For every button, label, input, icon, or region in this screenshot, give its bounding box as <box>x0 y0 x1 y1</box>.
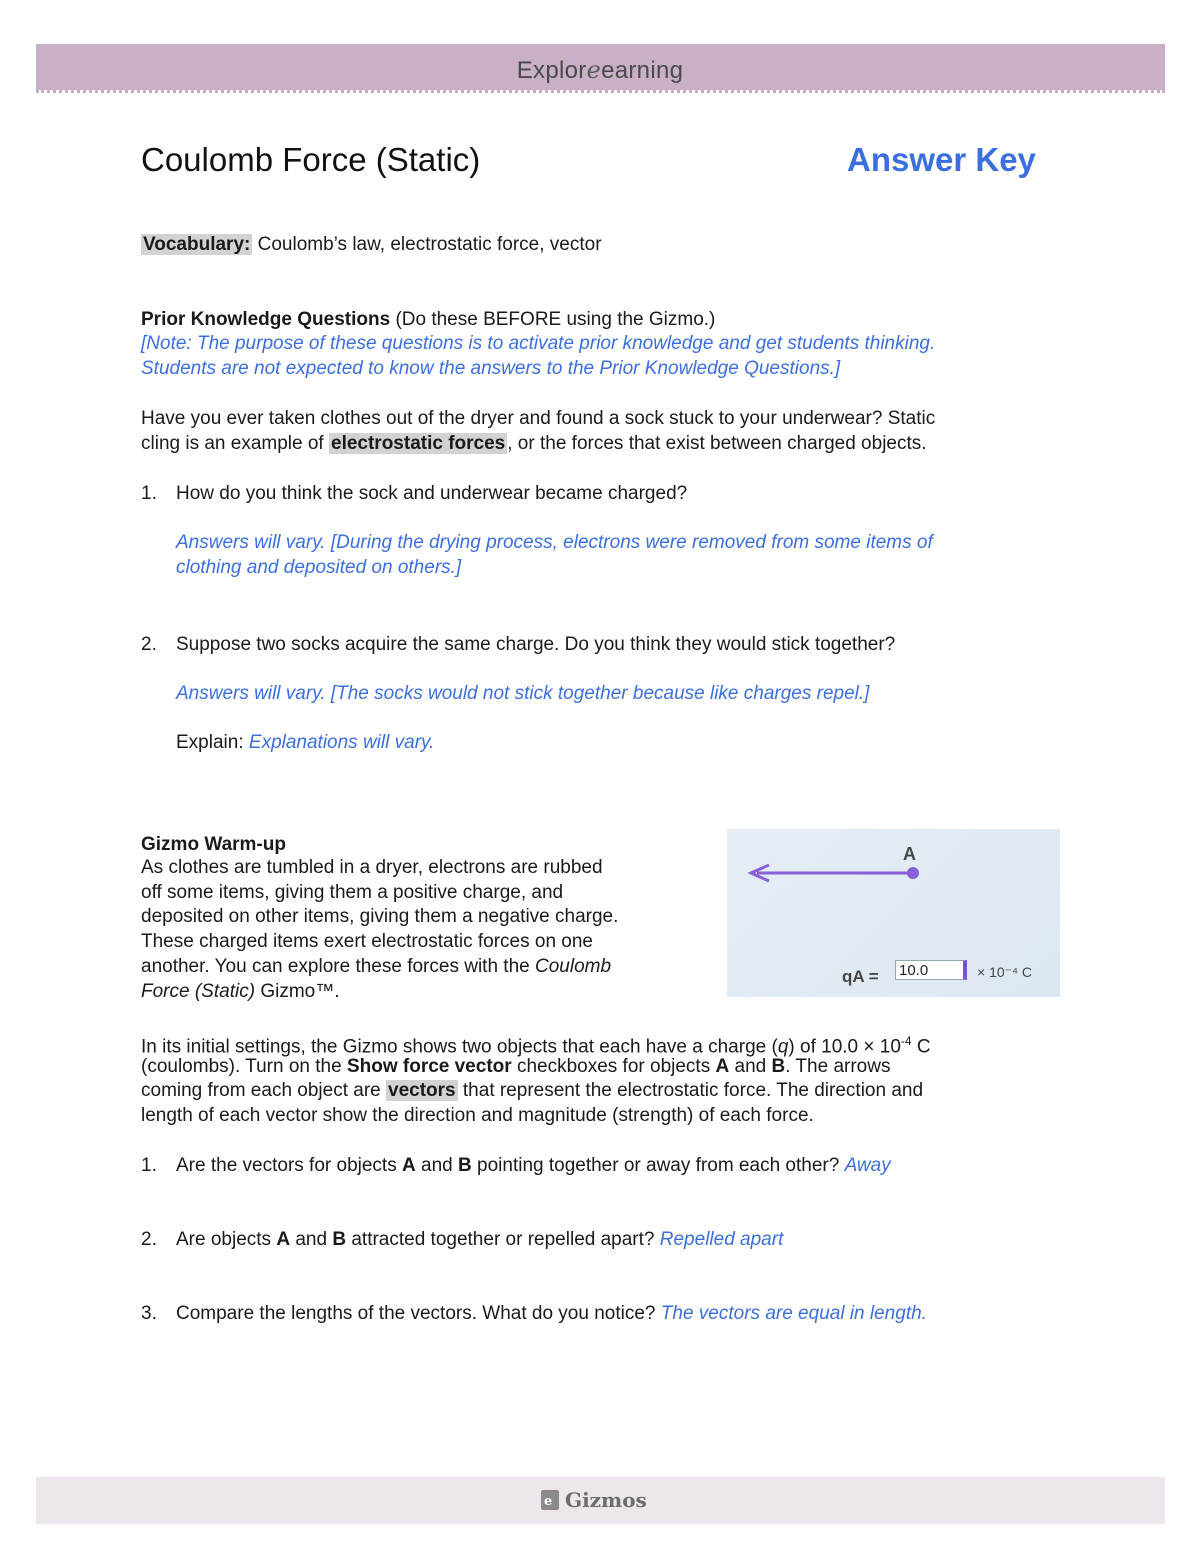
prior-intro-line: Have you ever taken clothes out of the dryer and found a sock stuck to your underwear? Static <box>141 408 936 429</box>
answer-key-label: Answer Key <box>847 141 1036 178</box>
gizmos-logo-icon <box>539 1486 563 1512</box>
prior-knowledge-heading: Prior Knowledge Questions (Do these BEFORE using the Gizmo.) <box>141 309 716 330</box>
header-divider <box>36 90 1165 93</box>
term-vectors: vectors <box>388 1080 456 1101</box>
warmup-paragraph-line: another. You can explore these forces with the Coulomb <box>141 956 612 977</box>
warmup-paragraph-line: length of each vector show the direction and magnitude (strength) of each force. <box>141 1105 814 1126</box>
prior-question-1: 1. How do you think the sock and underwear became charged? <box>141 483 688 504</box>
brand-logo: Exploreearning <box>516 56 684 84</box>
vocabulary-label: Vocabulary: <box>143 234 251 255</box>
vocabulary-line: Vocabulary: Coulomb’s law, electrostatic force, vector <box>143 234 602 255</box>
charge-input: 10.0 <box>895 960 967 980</box>
warmup-paragraph-line: These charged items exert electrostatic forces on one <box>141 931 594 952</box>
object-a-label: A <box>903 844 916 864</box>
charge-label: qA = <box>842 967 879 986</box>
page-title: Coulomb Force (Static) <box>141 141 481 178</box>
warmup-paragraph-line: coming from each object are vectors that represent the electrostatic force. The direction and <box>141 1080 924 1101</box>
warmup-question-3: 3. Compare the lengths of the vectors. What do you notice? The vectors are equal in length. <box>141 1303 927 1324</box>
term-electrostatic-forces: electrostatic forces <box>331 433 506 454</box>
warmup-paragraph-line: In its initial settings, the Gizmo shows two objects that each have a charge (q) of $10.0 \times 10^{-4}$ C <box>141 1034 931 1058</box>
warmup-heading: Gizmo Warm-up <box>141 834 286 855</box>
prior-explain: Explain: Explanations will vary. <box>176 732 435 753</box>
warmup-answer-1: Away <box>844 1155 891 1176</box>
warmup-paragraph-line: deposited on other items, giving them a negative charge. <box>141 906 619 927</box>
charge-units: × 10⁻⁴ C <box>977 964 1033 980</box>
warmup-paragraph-line: As clothes are tumbled in a dryer, electrons are rubbed <box>141 857 603 878</box>
prior-answer-1: clothing and deposited on others.] <box>176 557 462 578</box>
warmup-answer-2: Repelled apart <box>659 1229 784 1250</box>
warmup-answer-3: The vectors are equal in length. <box>660 1303 927 1324</box>
svg-text:e: e <box>544 1494 553 1509</box>
prior-answer-2: Answers will vary. [The socks would not stick together because like charges repel.] <box>176 683 870 704</box>
prior-answer-1: Answers will vary. [During the drying process, electrons were removed from some items of <box>176 532 933 553</box>
prior-question-2: 2. Suppose two socks acquire the same charge. Do you think they would stick together? <box>141 634 896 655</box>
warmup-paragraph-line: (coulombs). Turn on the Show force vector checkboxes for objects A and B. The arrows <box>141 1056 891 1077</box>
gizmo-screenshot <box>727 829 1060 997</box>
warmup-paragraph-line: Force (Static) Gizmo™. <box>141 981 340 1002</box>
warmup-paragraph-line: off some items, giving them a positive charge, and <box>141 882 564 903</box>
prior-note-line: Students are not expected to know the answers to the Prior Knowledge Questions.] <box>141 358 841 379</box>
warmup-question-2: 2. Are objects A and B attracted together or repelled apart? Repelled apart <box>141 1229 784 1250</box>
gizmos-logo: e Gizmos <box>539 1486 647 1512</box>
prior-note-line: [Note: The purpose of these questions is to activate prior knowledge and get students thinking. <box>141 333 936 354</box>
warmup-question-1: 1. Are the vectors for objects A and B pointing together or away from each other? Away <box>141 1155 891 1176</box>
object-a-dot <box>907 867 919 879</box>
prior-intro-line: cling is an example of electrostatic forces , or the forces that exist between charged objects. <box>141 433 927 454</box>
